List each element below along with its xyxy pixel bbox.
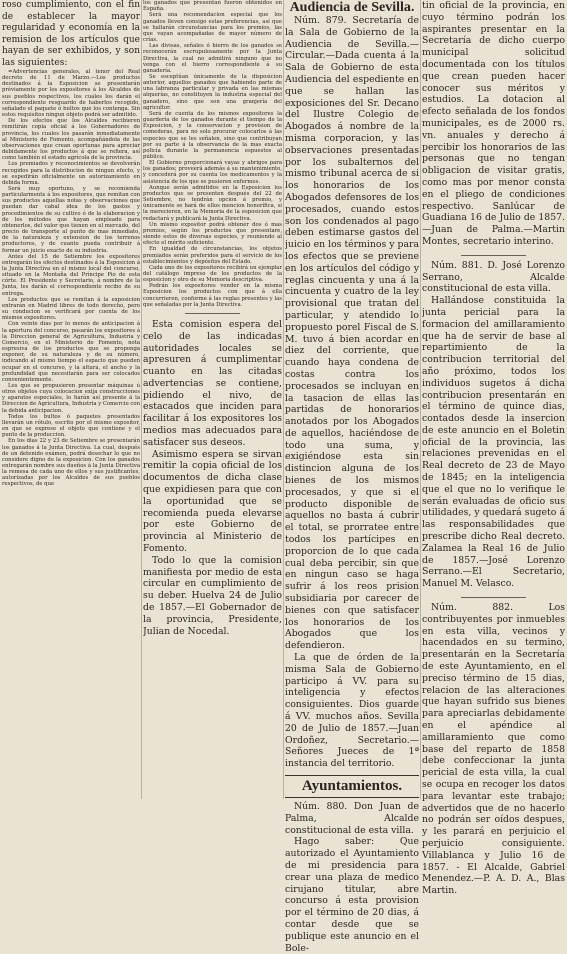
paragraph: Los que se propusieren presentar máquinas ú otros objetos cuya colocacion exija construcciones y aparatos especiales, lo harán así presente á la Direccion de Agricultura, Industria y Comercio con la debida anticipacion.	[2, 382, 140, 414]
paragraph: Todo lo que la comision manifiesta por medio de esta circular en cumplimiento de su deber. Huelva 24 de Julio de 1857.—El Gobernador de la provincia, Presidente, Julian de Nocedal.	[143, 554, 282, 637]
column-2	[143, 0, 282, 637]
paragraph: Antes del 15 de Setiembre los expositores entregarán los efectos destinados á la Esposicion á la Junta Directiva en el mismo local del concurso, situado en la Montaña del Príncipe Pio de esta córte. El Presidente y Secretario, á nombre de la Junta, les darán el correspondiente recibo de su entrega.	[2, 253, 140, 297]
paragraph: El Gobierno proporcionará vayas y abrigos para los ganados; proveerá además á su mantenimiento, y concederá por su cuenta los medicamentos y la asistencia de los que se pusieren enfermos.	[143, 160, 282, 185]
paragraph: Núm. 882. Los contribuyentes por inmuebles en esta villa, vecinos y hacendados en su termino, presentarán en la Secretaría de este Ayuntamiento, en el preciso término de 15 dias, relacion de las alteraciones que hayan sufrido sus bienes para apreciarlas debidamente en el apéndice al amillaramiento que como base del reparto de 1858 debe confeccionar la junta pericial de esta villa, la cual se ocupa en recoger los datos para levantar este trabajo; advertidos que de no hacerlo no podrán ser oídos despues, y les parará en perjuicio el perjuicio consiguiente. Villablanca y Julio 16 de 1857. - El Alcalde, Gabriel Menendez.—P. A. D. A., Blas Martin.	[422, 602, 565, 897]
section-heading-audiencia: Audiencia de Sevilla.	[289, 0, 415, 15]
column-rule	[420, 0, 421, 799]
audiencia-text	[285, 15, 419, 770]
paragraph: Cada uno de los expositores recibirá un ejemplar del catálogo impreso de los productos de la esposicion y otro de su Memoria descriptiva.	[143, 264, 282, 284]
paragraph: Núm. 879. Secretaría de la Sala de Gobierno de la Audiencia de Sevilla.—Circular.—Dada cuenta á la Sala de Gobierno de esta Audiencia del espediente en que se hallan las exposiciones del Sr. Decano del Ilustre Colegio de Abogados á nombre de la misma corporacion, y las observaciones presentadas por los subalternos del mismo tribunal acerca de si los honorarios de los Abogados defensores de los procesados, cuando estos son los condenados al pago deben estimarse gastos del juicio en los términos y para los efectos que se previene en los artículos del código y reglas cincuenta y una á la cincuenta y cuatro de la ley provisional que tratan del particular, y atendido lo propuesto porel Fiscal de S. M. tuvo á bien acordar en diez del corriente, que cuando haya condena de costas contra los procesados se incluyan en la tasacion de ellas las partidas de honorarios anotados por los Abogados de aquellos, haciéndose de todo una suma, y exigiéndose esta sin distincion alguna de los bienes de los mismos procesados, y que si el producto disponible de aquellos no basta á cubrir el total, se prorratee entre todos los partícipes en proporcion de lo que cada cual deba percibir, sin que en ningun caso se haga sufrir á los reos prision subsidiaria por carecer de bienes con que satisfacer los honorarios de los Abogados que los defendieron.	[285, 15, 419, 652]
paragraph: En igualdad de circunstancias, los objetos premiados serán preferidos para el servicio de los establecimientos y depósitos del Estado.	[143, 246, 282, 265]
column-1	[2, 0, 140, 488]
paragraph: =Advertencias generales, al tenor del Real decreto de 11 de Marzo.—Los productos destinados á la Esposicion se presentarán préviamente por los expositores á los Alcaldes de sus pueblos respectivos, los cuales los darán el correspondiente resguardo de haberlos recogido, señalado el paquete ó bultos que los contenga. Sin estos requisitos ningun objeto podrá ser admitido.	[2, 69, 140, 119]
paragraph: Los productos que se remitan á la exposicion entrarán en Madrid libres de todo derecho, pero su conducion se verificará por cuenta de los mismos expositores.	[2, 296, 140, 322]
advertencias-continued	[143, 0, 282, 308]
paragraph: Con veinte dias por lo menos de anticipacion á la apertura del concurso, pasarán los expositores á la Direccion general de Agricultura, Industria y Comercio, en el Ministerio de Fomento, nota espresiva de los productos que se proponga exponer, de su naturaleza y de su número, indicando al mismo tiempo el espacio que pueden ocupar en el concurso, y la altura, el ancho y la profundidad que necesitarán para ser colocados convenientemente.	[2, 321, 140, 383]
paragraph: Podrán los expositores vender en la misma Esposicion los productos con que á ella concurrieren, conforme á las reglas presentes y las que señaladas por la Junta Directiva.	[143, 283, 282, 308]
paragraph: Se esceptúan únicamente de la disposicion anterior, aquellos ganados que habiendo parte de una labranza particular y privada en las mismas alquerías, no constituyen la industria especial del ganadero, sino que son una granjería del agricultor.	[143, 73, 282, 111]
ayuntamientos-banner	[285, 775, 419, 798]
paragraph: Los premiados y reconocimientos se devolverán recogidos para la distribucion de ningun efecto, y se espedirán oficialmente un autorizamiento en debida forma.	[2, 161, 140, 186]
divider	[461, 597, 525, 598]
column-rule	[283, 0, 284, 799]
divider	[461, 255, 525, 256]
paragraph: Aunque serán admitidos en la Esposicion los productos que se presenten después del 22 de Setiembre, no tendrán opcion á premio, y únicamente se hará de ellos mencion honorífica, si la merecieren, en la Memoria de la esposicion que redactará y publicará la Junta Directiva.	[143, 184, 282, 222]
paragraph: Un mismo expositor podrá obtener dos ó mas premios, según los productos que presentare, siendo estos de diversas especies, y reuniendo al efecto el mérito suficiente.	[143, 221, 282, 247]
paragraph: Hago saber: Que autorizado el Ayuntamiento de mi presidencia para crear una plaza de medico cirujano titular, abre concurso á esta provision por el término de 20 dias, á contar desde que se publique este anuncio en el Bole-	[285, 836, 419, 954]
paragraph: Será muy oportuno, y se recomienda particularmente á los expositores, que remitan con sus productos aquellas notas y observaciones que puedan dar cabal idea de los gastos y procedimientos de su cultivo ó de la elaboracion y de los métodos que hayan empleado para obtenerlos, del valor que tienen en el mercado, del precio de transporte al punto de mas inmediato, de la naturaleza y extension de los terrenos productores, y de cuanto pueda contribuir á formar un juicio exacto de su industria.	[2, 185, 140, 254]
paragraph: Esta comision espera del celo de las indicadas autoridades locales se apresuren á cumplimentar cuanto en las citadas advertencias se contiene, pidiendo el nivo, de estacados que inciden para facilitar á los expositores los medios mas adecuados para satisfacer sus deseos.	[143, 318, 282, 448]
paragraph: Será una recomendacion especial que los ganados lleven consigo estas preferencias, así que se hallarán circunstancias para los premios, las que vayan acompañadas de mayor número de crías.	[143, 12, 282, 44]
paragraph: Será de cuenta de los mismos expositores la guardería de los ganados durante el tiempo de la Esposicion, y la conservacion y provision de comederas, para no solo procurar colocarlos á las especies que se les señalen, sino que contribuyan por su parte á la observancia de la mas exacta policía durante la permanencia espuestos al público.	[143, 110, 282, 160]
paragraph: Núm. 880. Don Juan de Palma, Alcalde constitucional de esta villa.	[285, 801, 419, 836]
paragraph: La que de órden de la misma Sala de Gobierno participo á VV. para su inteligencia y efectos consiguientes. Dios guarde á VV. muchos años. Sevilla 20 de Julio de 1857.—Juan Ordoñez, Secretario.—Señores Jueces de 1ª instancia del territorio.	[285, 652, 419, 770]
column-1-lead: roso cumplimiento, con el fin de establecer la mayor regularidad y economía en la remision de los artículos que hayan de ser exhibidos, y son las siguientes:	[2, 0, 140, 68]
column-rule	[141, 0, 142, 799]
comision-text	[143, 319, 282, 638]
paragraph: Núm. 881. D. José Lorenzo Serrano, Alcalde constitucional de esta villa.	[422, 259, 565, 295]
paragraph: En los dias 22 y 23 de Setiembre se presentarán los ganados á la Junta Directiva. La cual, después de un detenido exámen, podrá desechar lo que no considere digno de la exposicion. Con los ganados entregarán nombre sus dueños á la Junta Directiva la remesa de cada uno de ellos y sus justificantes, autorizadas por los Alcaldes de sus pueblos respectivos, de que	[2, 438, 140, 488]
paragraph: Asimismo espera se sirvan remitir la copia oficial de los documentos de dicha clase que expidiesen para que con la oportunidad que se recomienda pueda elevarse por este Gobierno de provincia al Ministerio de Fomento.	[143, 448, 282, 555]
paragraph: los ganados que presentan fueron obtenidos en España.	[143, 0, 282, 13]
column-3	[285, 0, 419, 954]
divider	[185, 313, 241, 314]
paragraph: Hallándose constituida la junta pericial para la formacion del amillaramiento que ha de servir de base al repartimiento de la contribucion territorial del año próximo, todos los individuos sugetos á dicha contribucion presentarán en el término de quince dias, contados desde la insercion de este anuncio en el Boletin oficial de la provincia, las relaciones prevenidas en el Real decreto de 23 de Mayo de 1845; en la inteligencia que el que no lo verifique le serán evaluadas de oficio sus utilidades, y quedará sugeto á las responsabilidades que prescribe dicho Real decreto. Zalamea la Real 16 de Julio de 1857.—José Lorenzo Serrano.—El Secretario, Manuel M. Velasco.	[422, 295, 565, 590]
paragraph: Las divisas, señales ó hierro de los ganados se reconocerán escrupulosamente por la Junta Directiva, la cual no admitirá ninguno que no venga con el hierro correspondiente á su ganadería.	[143, 43, 282, 74]
paragraph: Todos los bultos ó paquetes presentados llevarán un rótulo, escrito por el mismo expositor, en que se exprese el objeto que contiene y el punto de la produccion.	[2, 413, 140, 439]
section-heading-ayuntamientos: Ayuntamientos.	[301, 778, 403, 794]
advertencias-list	[2, 69, 140, 488]
ayuntamientos-text	[285, 801, 419, 954]
paragraph: De los efectos que los Alcaldes recibieren remitirán copia oficial á los Gobernadores de provincia, los cuales los pasarán inmediatamente al Ministerio de Fomento, acompañándola de las observaciones que crean oportunas para apreciar debidamente los productos á que se refiera, así como también el estado agrícola de la provincia.	[2, 118, 140, 162]
paragraph: tin oficial de la provincia, en cuyo término podrán los aspirantes presentar en la Secretaría de dicho cuerpo municipal solicitud documentada con los títulos que crean pueden hacer conocer sus méritos y estudios. La dotacion al efecto señalada de los fondos municipales, es de 2000 rs. vn. anuales y derecho á percibir los honorarios de las personas que no tengan obligacion de visitar gratis, como mas por menor consta en el pliego de condiciones respectivo. Sanlúcar de Guadiana 16 de Julio de 1857.—Juan de Palma.—Martin Montes, secretario interino.	[422, 0, 565, 247]
column-4	[422, 0, 565, 897]
